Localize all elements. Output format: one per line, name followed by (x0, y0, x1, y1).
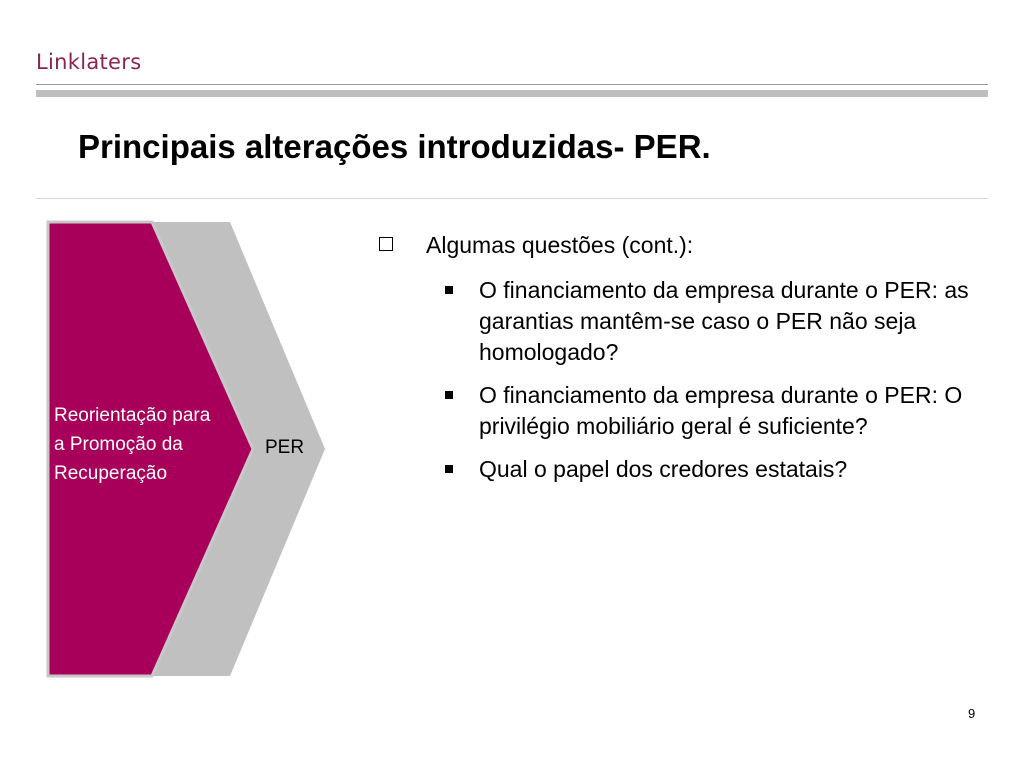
list-item-text: Qual o papel dos credores estatais? (479, 456, 848, 482)
question-heading-item (376, 230, 986, 261)
chevron-per-label: PER (265, 437, 305, 458)
page-number: 9 (968, 706, 976, 721)
chevron-reorientacao-label: Reorientação para a Promoção da Recuperação (54, 405, 211, 484)
question-heading: Algumas questões (cont.): (426, 232, 694, 258)
list-item (376, 275, 979, 368)
slide-content (376, 230, 986, 497)
question-list (376, 275, 986, 485)
list-item-text: O financiamento da empresa durante o PER: as garantias mantêm-se caso o PER não seja homologado? (479, 277, 969, 365)
linklaters-logo: Linklaters (36, 50, 142, 74)
checkbox-bullet-icon (379, 237, 393, 251)
square-bullet-icon (445, 465, 453, 473)
list-item-text: O financiamento da empresa durante o PER: O privilégio mobiliário geral é suficiente? (479, 382, 963, 439)
square-bullet-icon (445, 286, 453, 294)
list-item (376, 454, 979, 485)
square-bullet-icon (445, 391, 453, 399)
slide-title: Principais alterações introduzidas- PER. (78, 128, 711, 165)
list-item (376, 380, 979, 442)
